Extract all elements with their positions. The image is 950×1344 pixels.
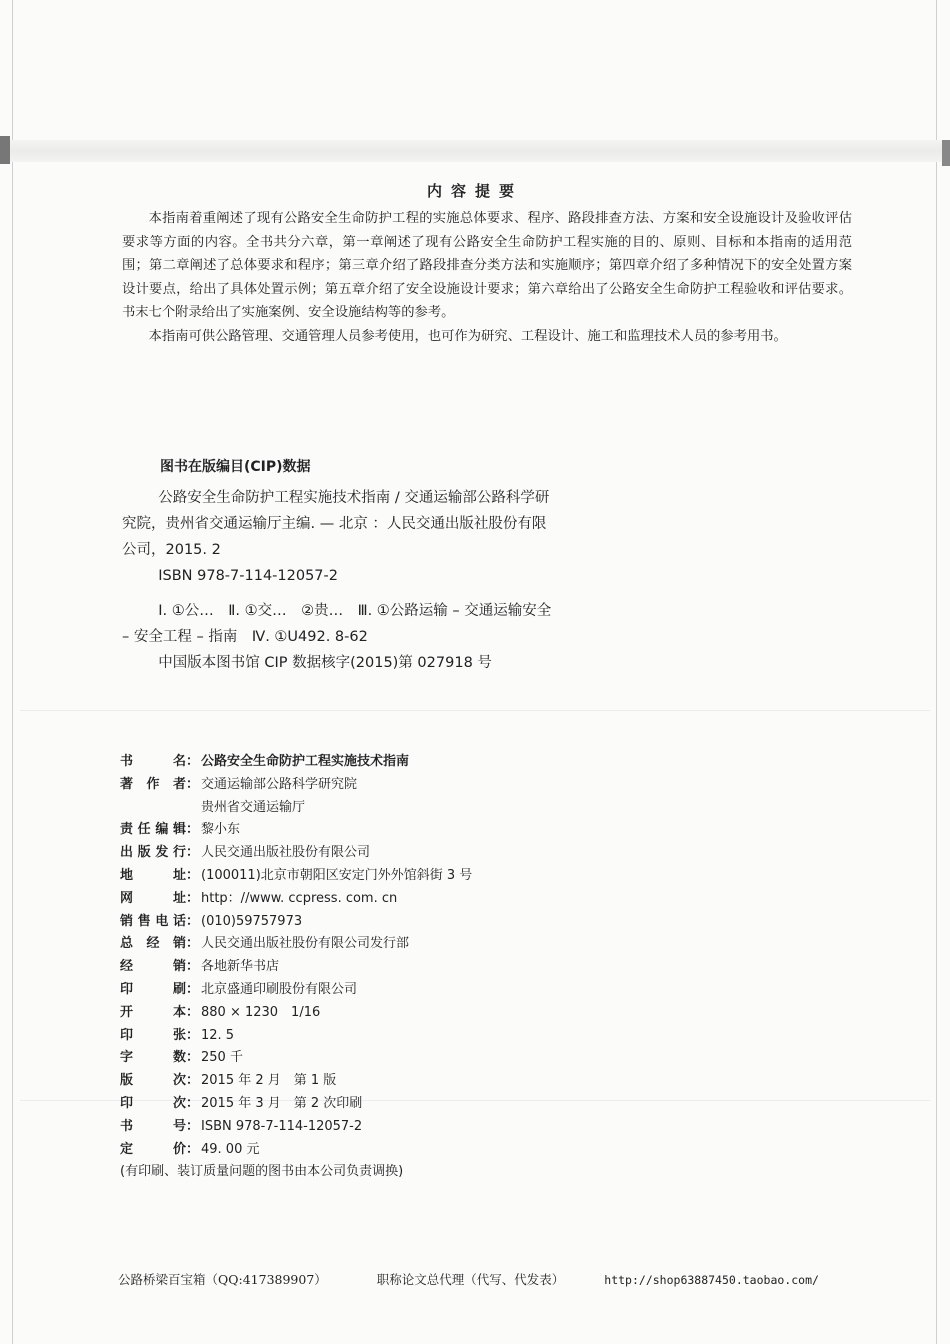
info-value: 250 千	[201, 1050, 243, 1066]
publication-info-table	[120, 751, 472, 1184]
summary-paragraph: 本指南着重阐述了现有公路安全生命防护工程的实施总体要求、程序、路段排查方法、方案和安全设施设计及验收评估要求等方面的内容。全书共分六章，第一章阐述了现有公路安全生命防护工程实施的目的、原则、目标和本指南的适用范围；第二章阐述了总体要求和程序；第三章介绍了路段排查分类方法和实施顺序；第四章介绍了多种情况下的安全处置方案设计要点，给出了具体处置示例；第五章介绍了安全设施设计要求；第六章给出了公路安全生命防护工程验收和评估要求。书末七个附录给出了实施案例、安全设施结构等的参考。	[122, 211, 852, 320]
info-label	[120, 774, 186, 797]
scan-band	[0, 140, 950, 162]
info-colon: ：	[186, 981, 200, 997]
info-value: 公路安全生命防护工程实施技术指南	[201, 754, 410, 769]
info-row	[120, 865, 472, 888]
info-value: 黎小东	[201, 822, 241, 838]
scan-edge-left	[12, 0, 13, 1344]
info-row	[120, 911, 472, 934]
info-row	[120, 1093, 472, 1116]
info-value: 贵州省交通运输厅	[201, 799, 306, 815]
info-label	[120, 797, 186, 820]
info-row	[120, 1116, 472, 1139]
info-colon: ：	[186, 776, 200, 792]
info-label-char: 销	[172, 959, 186, 975]
info-value: 各地新华书店	[201, 959, 280, 975]
info-label-char: 话	[172, 913, 186, 929]
info-label-char: 地	[120, 867, 134, 883]
info-label-char: 网	[120, 890, 134, 906]
info-value: (010)59757973	[201, 913, 303, 929]
info-colon: ：	[186, 959, 200, 975]
info-label-char: 行	[172, 845, 186, 861]
info-colon: ：	[186, 1073, 200, 1089]
cip-classification: Ⅰ. ①公… Ⅱ. ①交… ②贵… Ⅲ. ①公路运输 – 交通运输安全 – 安全工程 – 指南 Ⅳ. ①U492. 8-62	[122, 603, 552, 645]
info-value: 12. 5	[201, 1027, 235, 1043]
info-label	[120, 1025, 186, 1048]
info-value: 2015 年 2 月 第 1 版	[201, 1073, 337, 1089]
info-colon: ：	[186, 1118, 200, 1134]
info-label	[120, 819, 186, 842]
info-colon: ：	[186, 1004, 200, 1020]
footer-left-text: 公路桥梁百宝箱（QQ:417389907）	[118, 1272, 327, 1287]
cip-isbn: ISBN 978-7-114-12057-2	[158, 568, 338, 584]
info-label-char: 张	[172, 1027, 186, 1043]
info-row	[120, 1047, 472, 1070]
info-label-char: 作	[146, 776, 160, 792]
scan-mark-left	[0, 136, 10, 164]
info-value: 49. 00 元	[201, 1141, 260, 1157]
info-label-char: 址	[172, 867, 186, 883]
info-colon: ：	[186, 890, 200, 906]
info-label-char: 责	[120, 822, 134, 838]
info-colon: ：	[186, 1095, 200, 1111]
info-row	[120, 751, 472, 774]
info-value: 880 × 1230 1/16	[201, 1004, 321, 1020]
scan-mark-right	[942, 140, 950, 166]
info-label	[120, 1070, 186, 1093]
info-label-char: 名	[172, 754, 186, 769]
info-label	[120, 933, 186, 956]
info-label-char: 编	[155, 822, 169, 838]
info-label-char: 号	[172, 1118, 186, 1134]
info-label	[120, 865, 186, 888]
cip-data-block	[122, 485, 552, 676]
info-label	[120, 1093, 186, 1116]
info-label-char: 刷	[172, 981, 186, 997]
info-row	[120, 797, 472, 820]
info-value: 2015 年 3 月 第 2 次印刷	[201, 1095, 363, 1111]
info-label	[120, 751, 186, 774]
info-value: 人民交通出版社股份有限公司	[201, 845, 371, 861]
footer-link[interactable]: http://shop63887450.taobao.com/	[604, 1273, 819, 1287]
info-label	[120, 1116, 186, 1139]
info-value: 交通运输部公路科学研究院	[201, 776, 358, 792]
info-label-char: 印	[120, 981, 134, 997]
info-colon: ：	[186, 1050, 200, 1066]
info-label	[120, 842, 186, 865]
info-colon: ：	[186, 1027, 200, 1043]
info-label-char: 任	[137, 822, 151, 838]
info-row	[120, 1070, 472, 1093]
info-label-char: 总	[120, 936, 134, 952]
info-value: 人民交通出版社股份有限公司发行部	[201, 936, 410, 952]
info-row	[120, 1025, 472, 1048]
cip-paragraph: 公路安全生命防护工程实施技术指南 / 交通运输部公路科学研究院，贵州省交通运输厅主编. — 北京 ：人民交通出版社股份有限公司，2015. 2	[122, 490, 550, 558]
info-label-char: 址	[172, 890, 186, 906]
info-label-char: 著	[120, 776, 134, 792]
info-colon: ：	[186, 1141, 200, 1157]
info-value: http：//www. ccpress. com. cn	[201, 890, 398, 906]
info-value: 北京盛通印刷股份有限公司	[201, 981, 358, 997]
info-label-char: 书	[120, 1118, 134, 1134]
info-row	[120, 819, 472, 842]
cip-record-number: 中国版本图书馆 CIP 数据核字(2015)第 027918 号	[158, 655, 492, 671]
info-label-char: 版	[137, 845, 151, 861]
info-label	[120, 1139, 186, 1162]
faint-scan-line	[20, 710, 930, 711]
info-row	[120, 888, 472, 911]
info-colon: ：	[186, 754, 200, 769]
info-colon: ：	[186, 913, 200, 929]
info-label-char: 开	[120, 1004, 134, 1020]
info-label	[120, 911, 186, 934]
info-value: ISBN 978-7-114-12057-2	[201, 1118, 363, 1134]
quality-note: (有印刷、装订质量问题的图书由本公司负责调换)	[120, 1164, 404, 1180]
scan-edge-right	[936, 0, 937, 1344]
footer-middle-text: 职称论文总代理（代写、代发表）	[376, 1272, 565, 1287]
info-label-char: 印	[120, 1027, 134, 1043]
info-label	[120, 1047, 186, 1070]
info-label	[120, 888, 186, 911]
summary-paragraph: 本指南可供公路管理、交通管理人员参考使用，也可作为研究、工程设计、施工和监理技术人员的参考用书。	[148, 328, 787, 344]
info-label-char: 次	[172, 1095, 186, 1111]
info-label-char: 售	[137, 913, 151, 929]
info-row	[120, 956, 472, 979]
info-row	[120, 933, 472, 956]
info-label-char: 经	[146, 936, 160, 952]
info-value: (100011)北京市朝阳区安定门外外馆斜街 3 号	[201, 867, 473, 883]
info-label-char: 印	[120, 1095, 134, 1111]
info-label-char: 销	[120, 913, 134, 929]
info-colon	[186, 797, 199, 820]
info-label-char: 定	[120, 1141, 134, 1157]
info-label-char: 出	[120, 845, 134, 861]
info-label-char: 次	[172, 1073, 186, 1089]
info-row	[120, 1002, 472, 1025]
info-label-char: 价	[172, 1141, 186, 1157]
info-colon: ：	[186, 936, 200, 952]
info-label-char: 经	[120, 959, 134, 975]
info-label	[120, 1002, 186, 1025]
info-label-char: 电	[155, 913, 169, 929]
summary-title: 内容提要	[426, 182, 523, 200]
info-row	[120, 842, 472, 865]
info-label	[120, 956, 186, 979]
info-label-char: 版	[120, 1073, 134, 1089]
scan-footer	[118, 1270, 819, 1288]
info-label-char: 书	[120, 754, 134, 769]
info-row	[120, 1139, 472, 1162]
info-label	[120, 979, 186, 1002]
info-row	[120, 774, 472, 797]
info-label-char: 辑	[172, 822, 186, 838]
info-row	[120, 979, 472, 1002]
info-colon: ：	[186, 822, 200, 838]
summary-body	[122, 207, 852, 348]
info-label-char: 本	[172, 1004, 186, 1020]
cip-heading: 图书在版编目(CIP)数据	[160, 459, 311, 475]
info-label-char: 发	[155, 845, 169, 861]
info-label-char: 字	[120, 1050, 134, 1066]
info-colon: ：	[186, 845, 200, 861]
info-colon: ：	[186, 867, 200, 883]
info-label-char: 者	[172, 776, 186, 792]
info-label-char: 数	[172, 1050, 186, 1066]
info-label-char: 销	[172, 936, 186, 952]
